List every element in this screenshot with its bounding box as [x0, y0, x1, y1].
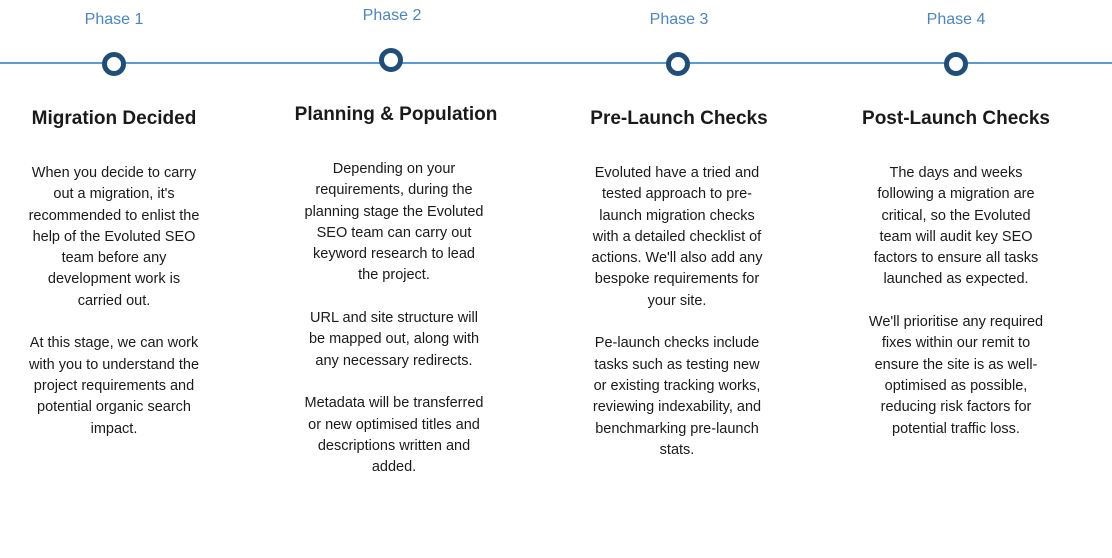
phase-2-label: Phase 2	[362, 7, 422, 24]
phase-3-node	[666, 52, 690, 76]
phase-1-title: Migration Decided	[31, 108, 197, 129]
phase-1-paragraph-1: When you decide to carry out a migration, it's recommended to enlist the help of the Evoluted SEO team before any development work is carried out.	[28, 165, 200, 309]
phase-2-paragraph-2: URL and site structure will be mapped out, along with any necessary redirects.	[308, 310, 480, 369]
phase-3-body	[587, 163, 767, 482]
phase-3-label: Phase 3	[649, 11, 709, 28]
phase-4-title: Post-Launch Checks	[862, 108, 1050, 129]
phase-1-label: Phase 1	[84, 11, 144, 28]
phase-4-label: Phase 4	[926, 11, 986, 28]
phase-1-node	[102, 52, 126, 76]
phase-4-paragraph-2: We'll prioritise any required fixes within our remit to ensure the site is as well-optimised as possible, reducing risk factors for potential traffic loss.	[868, 314, 1044, 437]
phase-2-body	[304, 159, 484, 500]
phase-2-paragraph-1: Depending on your requirements, during the planning stage the Evoluted SEO team can carry out keyword research to lead the project.	[304, 161, 484, 284]
phase-4-node	[944, 52, 968, 76]
phase-4-body	[866, 163, 1046, 461]
phase-2-node	[379, 48, 403, 72]
phase-3-title: Pre-Launch Checks	[590, 108, 768, 129]
phase-1-body	[24, 163, 204, 461]
phase-3-paragraph-2: Pe-launch checks include tasks such as testing new or existing tracking works, reviewing indexability, and benchmarking pre-launch stats.	[592, 335, 762, 458]
phase-1-paragraph-2: At this stage, we can work with you to understand the project requirements and potential organic search impact.	[28, 335, 200, 437]
phase-2-paragraph-3: Metadata will be transferred or new optimised titles and descriptions written and added.	[304, 395, 484, 476]
phase-3-paragraph-1: Evoluted have a tried and tested approach to pre-launch migration checks with a detailed checklist of actions. We'll also add any bespoke requirements for your site.	[591, 165, 763, 309]
phase-4-paragraph-1: The days and weeks following a migration are critical, so the Evoluted team will audit key SEO factors to ensure all tasks launched as expected.	[873, 165, 1039, 288]
phase-2-title: Planning & Population	[294, 104, 498, 125]
